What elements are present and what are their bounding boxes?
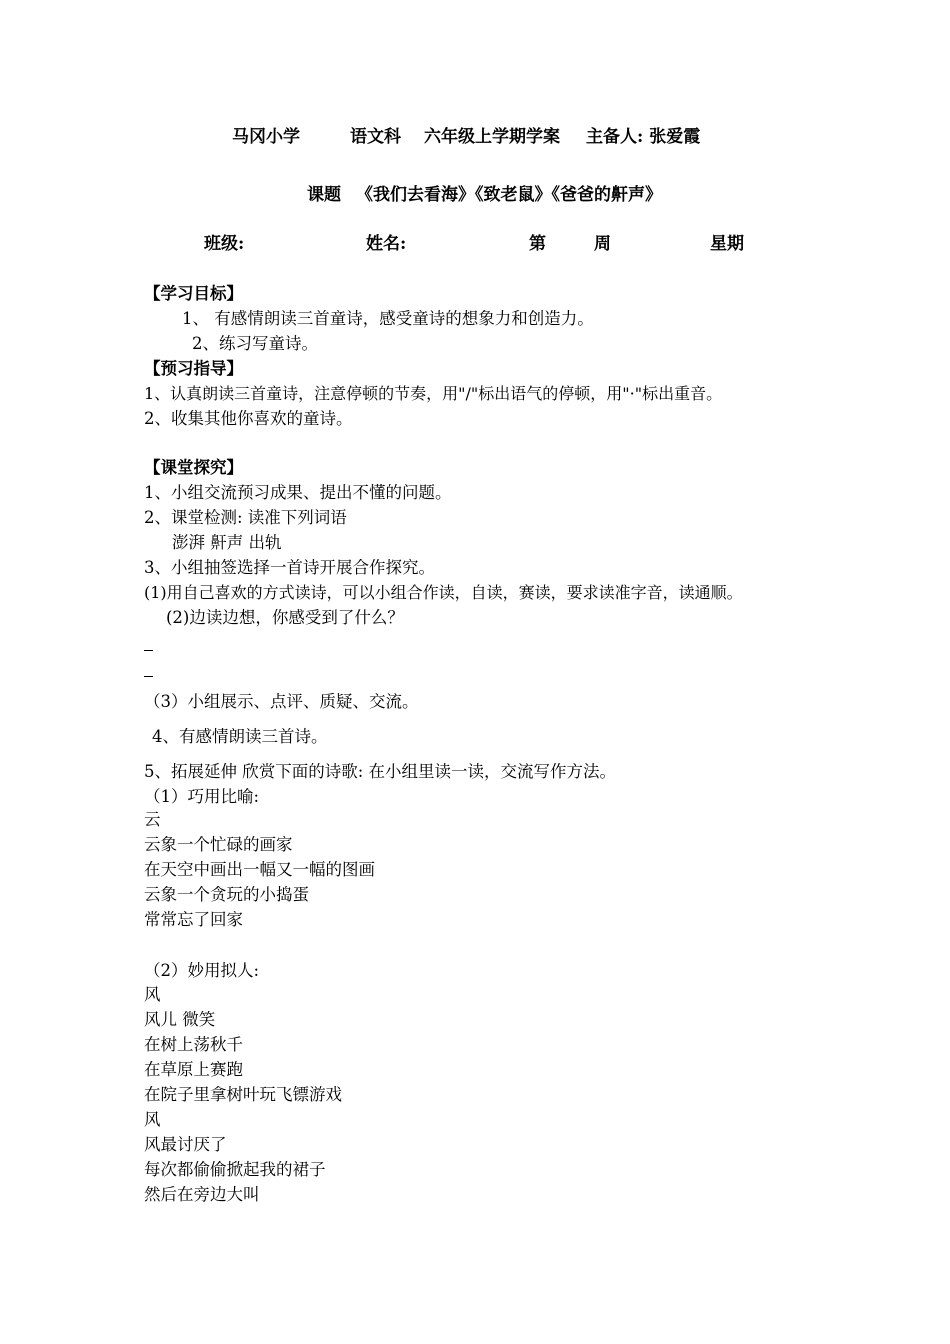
- explore-item-3: 3、小组抽签选择一首诗开展合作探究。: [144, 558, 435, 577]
- class-label: 班级:: [204, 234, 245, 254]
- explore-item-2: 2、课堂检测: 读准下列词语: [144, 508, 347, 527]
- name-label: 姓名:: [366, 234, 407, 254]
- poem-line: 常常忘了回家: [144, 910, 243, 929]
- explore-heading: 【课堂探究】: [144, 458, 243, 477]
- explore-words: 澎湃 鼾声 出轨: [172, 533, 282, 552]
- explore-sub-3: （3）小组展示、点评、质疑、交流。: [144, 692, 419, 711]
- explore-item-1: 1、小组交流预习成果、提出不懂的问题。: [144, 483, 452, 502]
- preview-heading: 【预习指导】: [144, 359, 243, 378]
- poem-line: 然后在旁边大叫: [144, 1185, 260, 1204]
- poem-line: 在天空中画出一幅又一幅的图画: [144, 860, 375, 879]
- poem1-heading: （1）巧用比喻:: [144, 787, 260, 806]
- explore-item-4: 4、有感情朗读三首诗。: [152, 727, 328, 746]
- preview-item-2: 2、收集其他你喜欢的童诗。: [144, 409, 353, 428]
- poem2-heading: （2）妙用拟人:: [144, 961, 260, 980]
- header-school: 马冈小学: [232, 127, 300, 147]
- poem-line: 在草原上赛跑: [144, 1060, 243, 1079]
- week-zhou: 周: [594, 234, 611, 254]
- header-author: 主备人: 张爱霞: [586, 127, 701, 147]
- poem-line: 风: [144, 1110, 161, 1129]
- explore-sub-1: (1)用自己喜欢的方式读诗，可以小组合作读，自读，赛读，要求读准字音，读通顺。: [144, 583, 743, 602]
- poem-line: 风最讨厌了: [144, 1135, 227, 1154]
- week-di: 第: [529, 234, 546, 254]
- poem-line: 风儿 微笑: [144, 1010, 216, 1029]
- poem-line: 在树上荡秋千: [144, 1035, 243, 1054]
- topic-label: 课题: [307, 185, 341, 205]
- answer-blank-line: [144, 650, 153, 651]
- topic-titles: 《我们去看海》《致老鼠》《爸爸的鼾声》: [356, 185, 662, 205]
- answer-blank-line: [144, 676, 153, 677]
- poem-line: 在院子里拿树叶玩飞镖游戏: [144, 1085, 342, 1104]
- poem-line: 云象一个贪玩的小捣蛋: [144, 885, 309, 904]
- explore-sub-2: (2)边读边想，你感受到了什么？: [166, 608, 404, 627]
- weekday-label: 星期: [710, 234, 744, 254]
- header-subject: 语文科: [350, 127, 401, 147]
- goal-item-2: 2、练习写童诗。: [192, 334, 318, 353]
- poem-line: 云象一个忙碌的画家: [144, 835, 293, 854]
- poem-line: 风: [144, 985, 161, 1004]
- preview-item-1: 1、认真朗读三首童诗，注意停顿的节奏，用"/"标出语气的停顿，用"·"标出重音。: [144, 384, 723, 403]
- explore-item-5: 5、拓展延伸 欣赏下面的诗歌: 在小组里读一读，交流写作方法。: [144, 762, 617, 781]
- goals-heading: 【学习目标】: [144, 284, 243, 303]
- header-grade: 六年级上学期学案: [424, 127, 560, 147]
- goal-item-1: 1、 有感情朗读三首童诗，感受童诗的想象力和创造力。: [182, 309, 594, 328]
- poem-line: 云: [144, 810, 161, 829]
- poem-line: 每次都偷偷掀起我的裙子: [144, 1160, 326, 1179]
